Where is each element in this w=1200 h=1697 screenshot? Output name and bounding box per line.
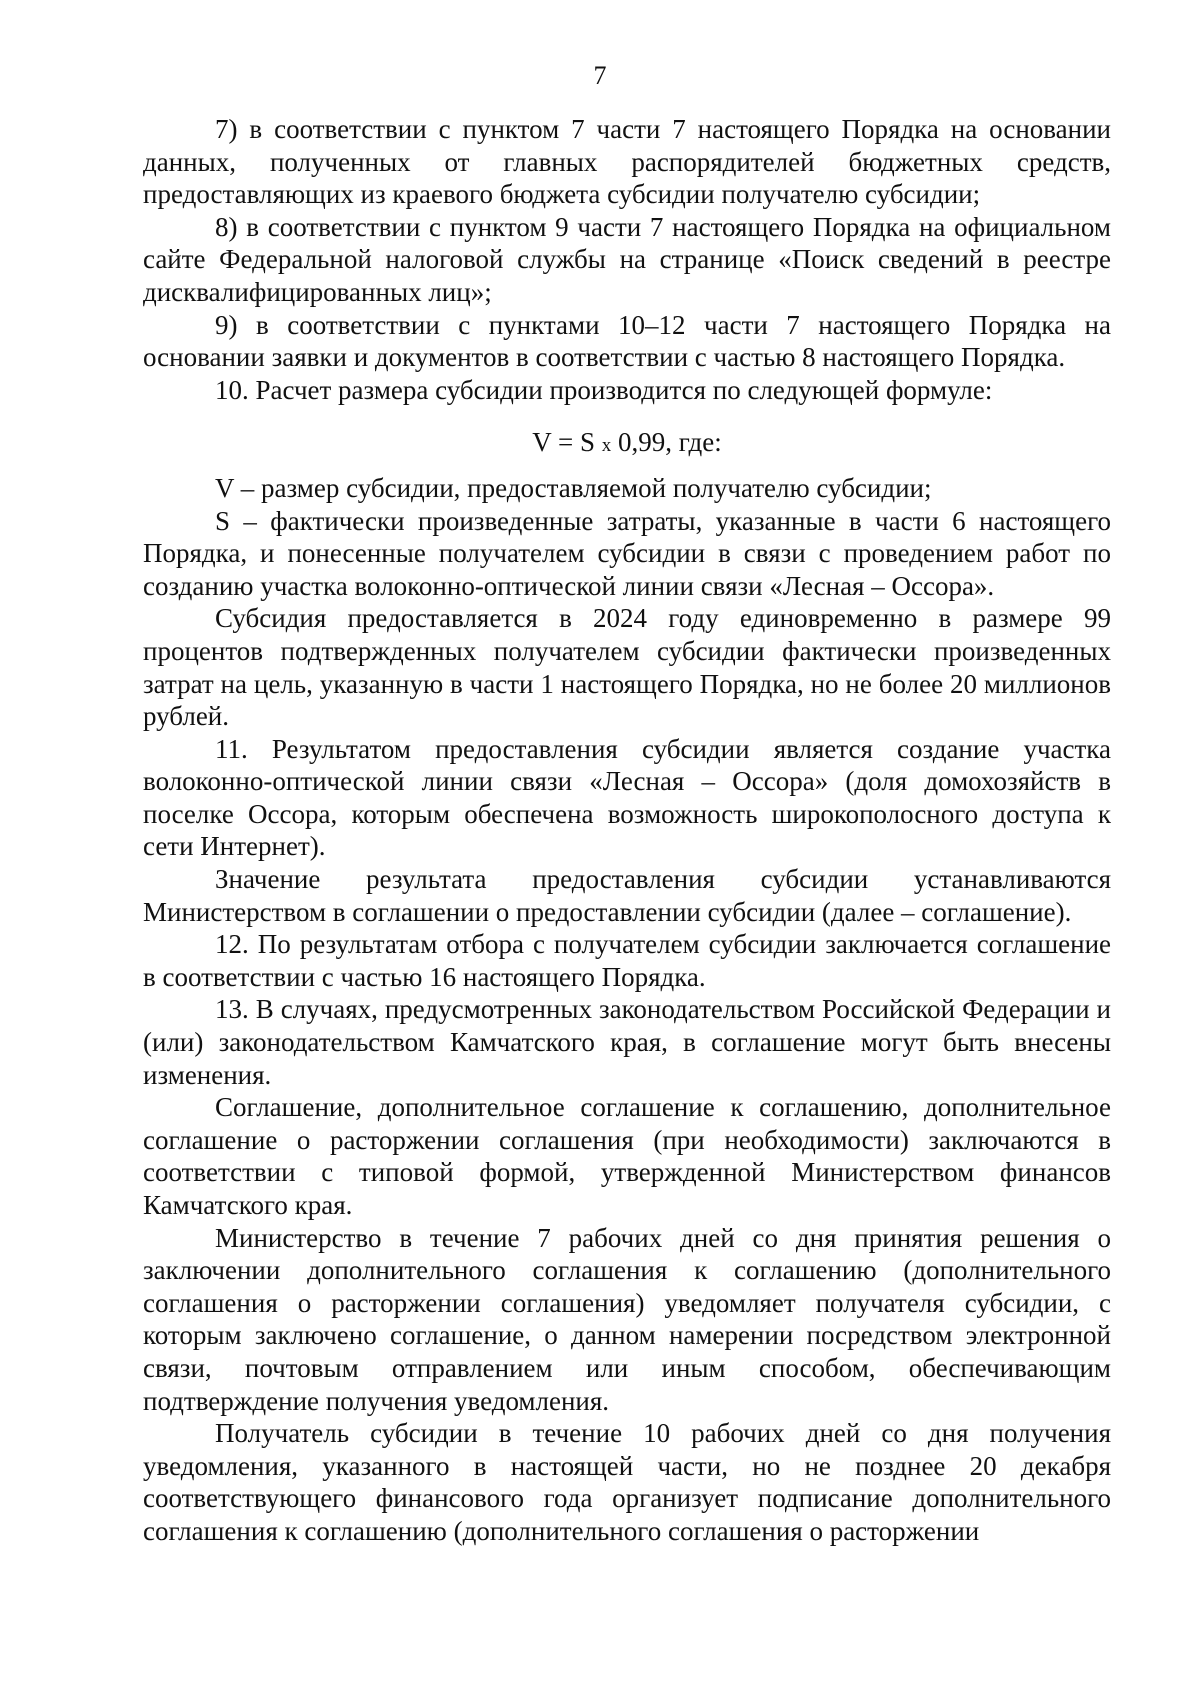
paragraph-v-definition: V – размер субсидии, предоставляемой получателю субсидии; <box>215 472 932 503</box>
paragraph-section-12: 12. По результатам отбора с получателем субсидии заключается соглашение в соответствии с частью 16 настоящего Порядка. <box>143 929 1111 992</box>
paragraph-section-10: 10. Расчет размера субсидии производится по следующей формуле: <box>215 374 993 405</box>
paragraph-item-9: 9) в соответствии с пунктами 10–12 части 7 настоящего Порядка на основании заявки и документов в соответствии с частью 8 настоящего Порядка. <box>143 309 1111 373</box>
paragraph-s-definition: S – фактически произведенные затраты, указанные в части 6 настоящего Порядка, и понесенные получателем субсидии в связи с проведением работ по созданию участка волоконно-оптической линии связи «Лесная – Оссора». <box>143 505 1111 601</box>
paragraph-item-8: 8) в соответствии с пунктом 9 части 7 настоящего Порядка на официальном сайте Федеральной налоговой службы на странице «Поиск сведений в реестре дисквалифицированных лиц»; <box>143 211 1111 307</box>
page-number: 7 <box>593 61 607 90</box>
formula-right: 0,99, где: <box>618 427 722 458</box>
document-body <box>143 113 1111 1548</box>
paragraph-section-11: 11. Результатом предоставления субсидии является создание участка волоконно-оптической линии связи «Лесная – Оссора» (доля домохозяйств в поселке Оссора, которым обеспечена возможность широкополосного доступа к сети Интернет). <box>143 733 1111 862</box>
paragraph-subsidy-amount: Субсидия предоставляется в 2024 году единовременно в размере 99 процентов подтвержденных получателем субсидии фактически произведенных затрат на цель, указанную в части 1 настоящего Порядка, но не более 20 миллионов рублей. <box>143 603 1111 732</box>
paragraph-result-value: Значение результата предоставления субсидии устанавливаются Министерством в соглашении о предоставлении субсидии (далее – соглашение). <box>143 864 1111 927</box>
paragraph-section-13: 13. В случаях, предусмотренных законодательством Российской Федерации и (или) законодательством Камчатского края, в соглашение могут быть внесены изменения. <box>143 994 1111 1090</box>
subsidy-formula <box>143 426 1111 463</box>
paragraph-item-7: 7) в соответствии с пунктом 7 части 7 настоящего Порядка на основании данных, полученных от главных распорядителей бюджетных средств, предоставляющих из краевого бюджета субсидии получателю субсидии; <box>143 114 1111 210</box>
paragraph-agreement-form: Соглашение, дополнительное соглашение к соглашению, дополнительное соглашение о расторжении соглашения (при необходимости) заключаются в соответствии с типовой формой, утвержденной Министерством финансов Камчатского края. <box>143 1092 1111 1220</box>
formula-left: V = S <box>532 427 596 458</box>
formula-operator: x <box>601 435 612 457</box>
paragraph-ministry-notice: Министерство в течение 7 рабочих дней со дня принятия решения о заключении дополнительного соглашения к соглашению (дополнительного соглашения о расторжении соглашения) уведомляет получателя субсидии, с которым заключено соглашение, о данном намерении посредством электронной связи, почтовым отправлением или иным способом, обеспечивающим подтверждение получения уведомления. <box>143 1222 1111 1416</box>
paragraph-recipient-signing: Получатель субсидии в течение 10 рабочих дней со дня получения уведомления, указанного в настоящей части, но не позднее 20 декабря соответствующего финансового года организует подписание дополнительного соглашения к соглашению (дополнительного соглашения о расторжении <box>143 1418 1111 1546</box>
